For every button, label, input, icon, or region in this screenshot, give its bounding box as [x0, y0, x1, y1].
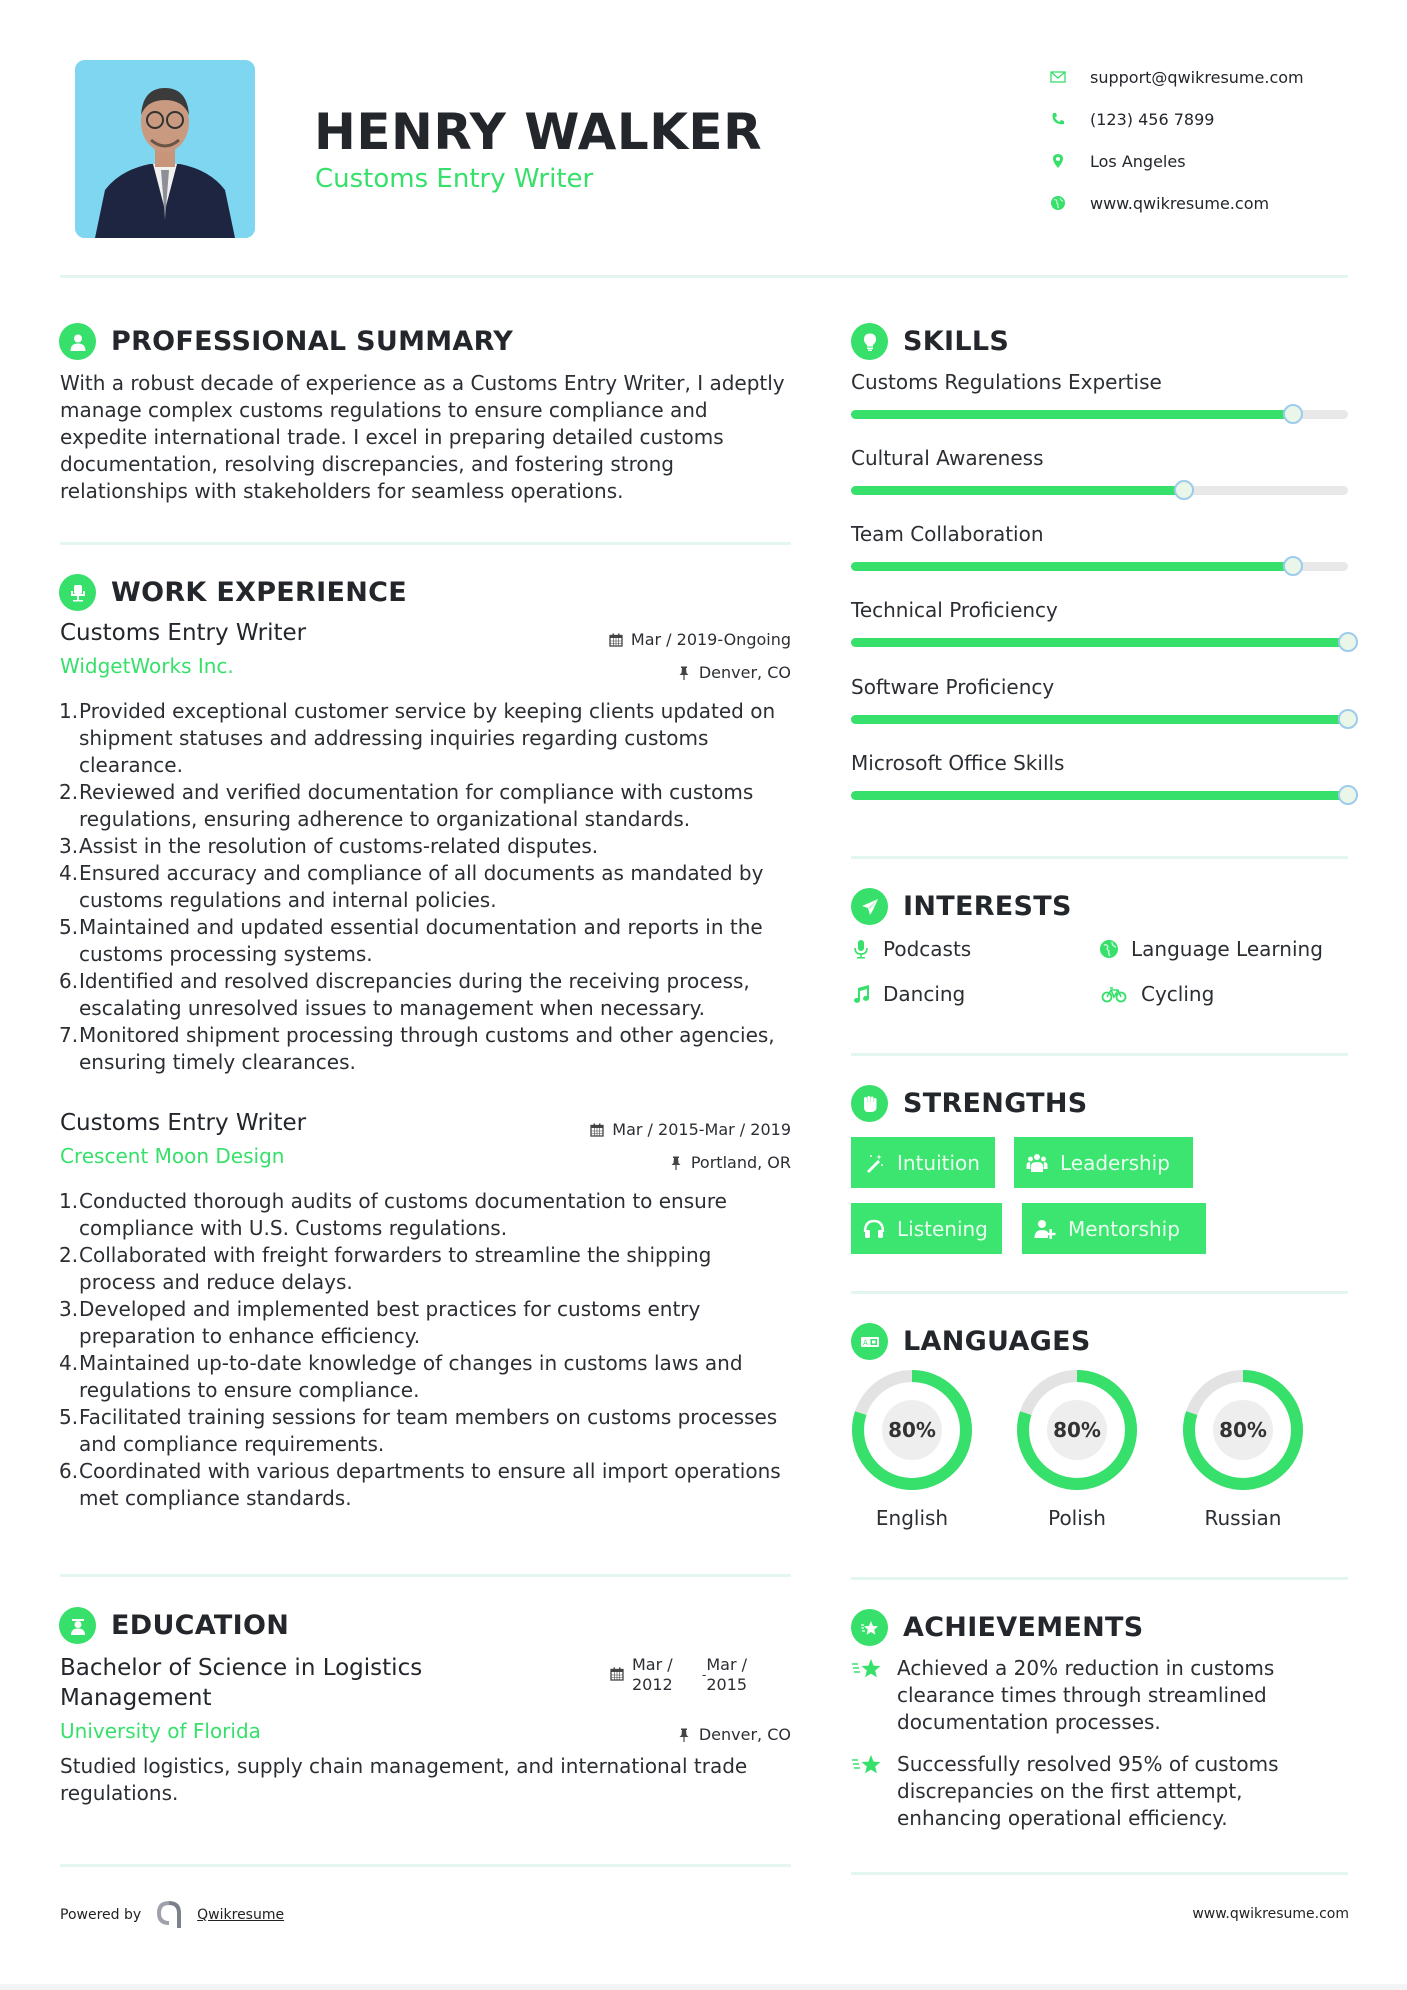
job-bullet: Collaborated with freight forwarders to streamline the shipping process and reduce delays.	[79, 1243, 712, 1294]
education-end-month: Mar /	[706, 1655, 748, 1674]
degree-title: Bachelor of Science in Logistics Management	[60, 1655, 423, 1711]
job-bullet: Ensured accuracy and compliance of all documents as mandated by customs regulations and internal policies.	[79, 861, 764, 912]
phone-icon	[1050, 111, 1090, 127]
job-bullet: Monitored shipment processing through customs and other agencies, ensuring timely clearances.	[79, 1023, 775, 1074]
languages-divider	[851, 1577, 1348, 1580]
language-name: English	[875, 1506, 949, 1530]
section-header-strengths	[851, 1085, 1088, 1122]
pushpin-icon	[669, 1156, 683, 1170]
section-header-summary	[59, 323, 513, 360]
job-location-text: Denver, CO	[698, 663, 791, 682]
job-location	[669, 1153, 791, 1172]
interests-divider	[851, 1053, 1348, 1056]
strength-label: Mentorship	[1068, 1216, 1180, 1241]
magic-wand-icon	[863, 1152, 885, 1174]
pushpin-icon	[677, 666, 691, 680]
strength-chip	[1022, 1203, 1206, 1254]
strength-chip	[851, 1203, 1002, 1254]
job-bullet: Reviewed and verified documentation for compliance with customs regulations, ensuring adherence to organizational standards.	[79, 780, 754, 831]
language-percent: 80%	[1053, 1418, 1101, 1442]
section-title-education: EDUCATION	[111, 1610, 290, 1641]
job-bullet: Identified and resolved discrepancies during the receiving process, escalating unresolved issues to management when necessary.	[79, 969, 750, 1020]
job-dates-text: Mar / 2015-Mar / 2019	[612, 1120, 791, 1139]
job-bullet: Coordinated with various departments to ensure all import operations met compliance standards.	[79, 1459, 781, 1510]
summary-divider	[60, 542, 791, 545]
skill-item	[851, 446, 1351, 470]
contact-location	[1050, 140, 1304, 182]
page-bottom-edge	[0, 1984, 1407, 1990]
section-header-interests	[851, 888, 1072, 925]
language-percent: 80%	[1219, 1418, 1267, 1442]
skills-divider	[851, 856, 1348, 859]
education-entry	[60, 1653, 791, 1807]
language-percent: 80%	[888, 1418, 936, 1442]
skill-slider-handle[interactable]	[1283, 556, 1303, 576]
strength-chip	[851, 1137, 995, 1188]
skill-slider-handle[interactable]	[1174, 480, 1194, 500]
job-bullets	[60, 1188, 791, 1512]
job-entry	[60, 1110, 791, 1512]
candidate-name: HENRY WALKER	[314, 103, 763, 161]
skill-label: Cultural Awareness	[851, 446, 1044, 470]
skill-bar	[851, 562, 1348, 571]
star-badge-icon	[851, 1609, 888, 1646]
language-progress-ring	[850, 1368, 974, 1492]
language-name: Polish	[1048, 1506, 1106, 1530]
interest-item	[851, 937, 971, 961]
pushpin-icon	[677, 1728, 691, 1742]
skill-bar	[851, 410, 1348, 419]
job-dates-text: Mar / 2019-Ongoing	[630, 630, 791, 649]
powered-by-label: Powered by	[60, 1907, 142, 1923]
interest-item	[851, 982, 965, 1006]
map-pin-icon	[1050, 153, 1090, 169]
globe-icon	[1050, 195, 1090, 211]
achievement-text: Achieved a 20% reduction in customs clearance times through streamlined documentation processes.	[897, 1656, 1275, 1734]
job-title: Customs Entry Writer	[60, 620, 307, 646]
skill-bar	[851, 791, 1348, 800]
company-name: Crescent Moon Design	[60, 1144, 285, 1168]
job-location	[677, 663, 791, 682]
contact-email[interactable]	[1050, 56, 1304, 98]
shooting-star-icon	[851, 1752, 883, 1780]
job-bullet: Provided exceptional customer service by keeping clients updated on shipment statuses and addressing inquiries regarding customs clearance.	[79, 699, 776, 777]
section-title-languages: LANGUAGES	[903, 1326, 1091, 1357]
skill-bar	[851, 486, 1348, 495]
user-icon	[59, 323, 96, 360]
section-header-skills	[851, 323, 1009, 360]
job-bullet: Assist in the resolution of customs-related disputes.	[79, 834, 599, 858]
interest-label: Language Learning	[1131, 937, 1323, 961]
profile-photo	[75, 60, 255, 238]
section-header-experience	[59, 574, 407, 611]
candidate-title: Customs Entry Writer	[315, 164, 594, 194]
skill-slider-handle[interactable]	[1338, 709, 1358, 729]
section-header-education	[59, 1607, 289, 1644]
skill-bar	[851, 638, 1348, 647]
skill-slider-handle[interactable]	[1338, 785, 1358, 805]
skill-slider-handle[interactable]	[1338, 632, 1358, 652]
strengths-divider	[851, 1291, 1348, 1294]
summary-text: With a robust decade of experience as a Customs Entry Writer, I adeptly manage complex customs regulations to ensure compliance and expedite international trade. I excel in preparing detailed customs documentation, resolving discrepancies, and fostering strong relationships with stakeholders for seamless operations.	[60, 371, 785, 503]
footer-website-link[interactable]: www.qwikresume.com	[1192, 1906, 1349, 1922]
shooting-star-icon	[851, 1656, 883, 1684]
language-progress-ring	[1015, 1368, 1139, 1492]
section-title-achievements: ACHIEVEMENTS	[903, 1612, 1144, 1643]
job-dates	[609, 630, 791, 649]
header-divider	[60, 275, 1348, 278]
skill-item	[851, 598, 1351, 622]
language-progress-ring	[1181, 1368, 1305, 1492]
education-location-text: Denver, CO	[698, 1725, 791, 1744]
skill-item	[851, 522, 1351, 546]
language-name: Russian	[1204, 1506, 1282, 1530]
education-location	[677, 1725, 791, 1744]
calendar-icon	[609, 633, 623, 647]
job-bullet: Facilitated training sessions for team members on customs processes and compliance requirements.	[79, 1405, 778, 1456]
bicycle-icon	[1099, 984, 1129, 1004]
education-start-month: Mar /	[632, 1655, 673, 1674]
job-bullets	[60, 698, 791, 1076]
svg-text:A: A	[862, 1338, 868, 1347]
education-end	[706, 1655, 747, 1695]
interest-item	[1099, 982, 1214, 1006]
contact-phone-text: (123) 456 7899	[1090, 109, 1215, 129]
skill-slider-handle[interactable]	[1283, 404, 1303, 424]
section-title-summary: PROFESSIONAL SUMMARY	[111, 326, 514, 357]
skill-label: Software Proficiency	[851, 675, 1055, 699]
job-bullet: Developed and implemented best practices for customs entry preparation to enhance efficiency.	[79, 1297, 701, 1348]
job-title: Customs Entry Writer	[60, 1110, 307, 1136]
contact-website-text: www.qwikresume.com	[1090, 193, 1270, 213]
achievements-divider	[851, 1872, 1348, 1875]
achievement-item	[851, 1655, 1321, 1736]
fist-icon	[851, 1085, 888, 1122]
strength-chip	[1014, 1137, 1193, 1188]
education-end-year: 2015	[706, 1675, 748, 1694]
section-title-interests: INTERESTS	[903, 891, 1072, 922]
skill-item	[851, 675, 1351, 699]
strength-label: Listening	[897, 1216, 988, 1241]
skill-item	[851, 751, 1351, 775]
education-divider	[60, 1864, 791, 1867]
date-separator: -	[702, 1668, 707, 1682]
section-header-achievements	[851, 1609, 1144, 1646]
contact-email-text: support@qwikresume.com	[1090, 67, 1304, 87]
achievement-item	[851, 1751, 1321, 1832]
footer-powered-by	[60, 1900, 284, 1930]
skill-item	[851, 370, 1351, 394]
contact-location-text: Los Angeles	[1090, 151, 1186, 171]
achievement-text: Successfully resolved 95% of customs discrepancies on the first attempt, enhancing operational efficiency.	[897, 1752, 1279, 1830]
group-icon	[1026, 1152, 1048, 1174]
interest-label: Dancing	[883, 982, 966, 1006]
music-note-icon	[851, 984, 871, 1004]
school-name: University of Florida	[60, 1719, 261, 1743]
language-item	[1015, 1368, 1139, 1530]
interest-label: Cycling	[1141, 982, 1215, 1006]
headphones-icon	[863, 1218, 885, 1240]
job-bullet: Maintained and updated essential documentation and reports in the customs processing systems.	[79, 915, 763, 966]
qwikresume-link[interactable]: Qwikresume	[197, 1907, 285, 1923]
strength-label: Intuition	[897, 1150, 980, 1175]
language-item	[850, 1368, 974, 1530]
skill-label: Customs Regulations Expertise	[851, 370, 1162, 394]
language-item	[1181, 1368, 1305, 1530]
job-bullet: Maintained up-to-date knowledge of changes in customs laws and regulations to ensure compliance.	[79, 1351, 743, 1402]
skill-label: Microsoft Office Skills	[851, 751, 1065, 775]
education-start	[632, 1655, 702, 1695]
office-chair-icon	[59, 574, 96, 611]
calendar-icon	[590, 1123, 604, 1137]
paper-plane-icon	[851, 888, 888, 925]
company-name: WidgetWorks Inc.	[60, 654, 234, 678]
translate-icon	[851, 1323, 888, 1360]
microphone-icon	[851, 939, 871, 959]
user-plus-icon	[1034, 1218, 1056, 1240]
contact-phone[interactable]	[1050, 98, 1304, 140]
job-dates	[590, 1120, 791, 1139]
interest-item	[1099, 937, 1323, 961]
section-title-skills: SKILLS	[903, 326, 1010, 357]
education-start-year: 2012	[632, 1675, 673, 1694]
job-location-text: Portland, OR	[690, 1153, 791, 1172]
graduate-icon	[59, 1607, 96, 1644]
education-description: Studied logistics, supply chain management, and international trade regulations.	[60, 1754, 748, 1805]
lightbulb-icon	[851, 323, 888, 360]
skill-label: Team Collaboration	[851, 522, 1044, 546]
person-portrait-icon	[75, 60, 255, 238]
job-entry	[60, 620, 791, 1076]
education-dates	[610, 1655, 747, 1695]
contact-website[interactable]	[1050, 182, 1304, 224]
section-header-languages	[851, 1323, 1091, 1360]
skill-bar	[851, 715, 1348, 724]
globe-icon	[1099, 939, 1119, 959]
contact-list	[1050, 56, 1304, 224]
qwikresume-logo-icon	[155, 1900, 183, 1930]
strength-label: Leadership	[1060, 1150, 1170, 1175]
section-title-experience: WORK EXPERIENCE	[111, 577, 407, 608]
experience-divider	[60, 1574, 791, 1577]
calendar-icon	[610, 1667, 624, 1681]
interest-label: Podcasts	[883, 937, 972, 961]
envelope-icon	[1050, 69, 1090, 85]
section-title-strengths: STRENGTHS	[903, 1088, 1088, 1119]
skill-label: Technical Proficiency	[851, 598, 1058, 622]
job-bullet: Conducted thorough audits of customs documentation to ensure compliance with U.S. Customs regulations.	[79, 1189, 727, 1240]
